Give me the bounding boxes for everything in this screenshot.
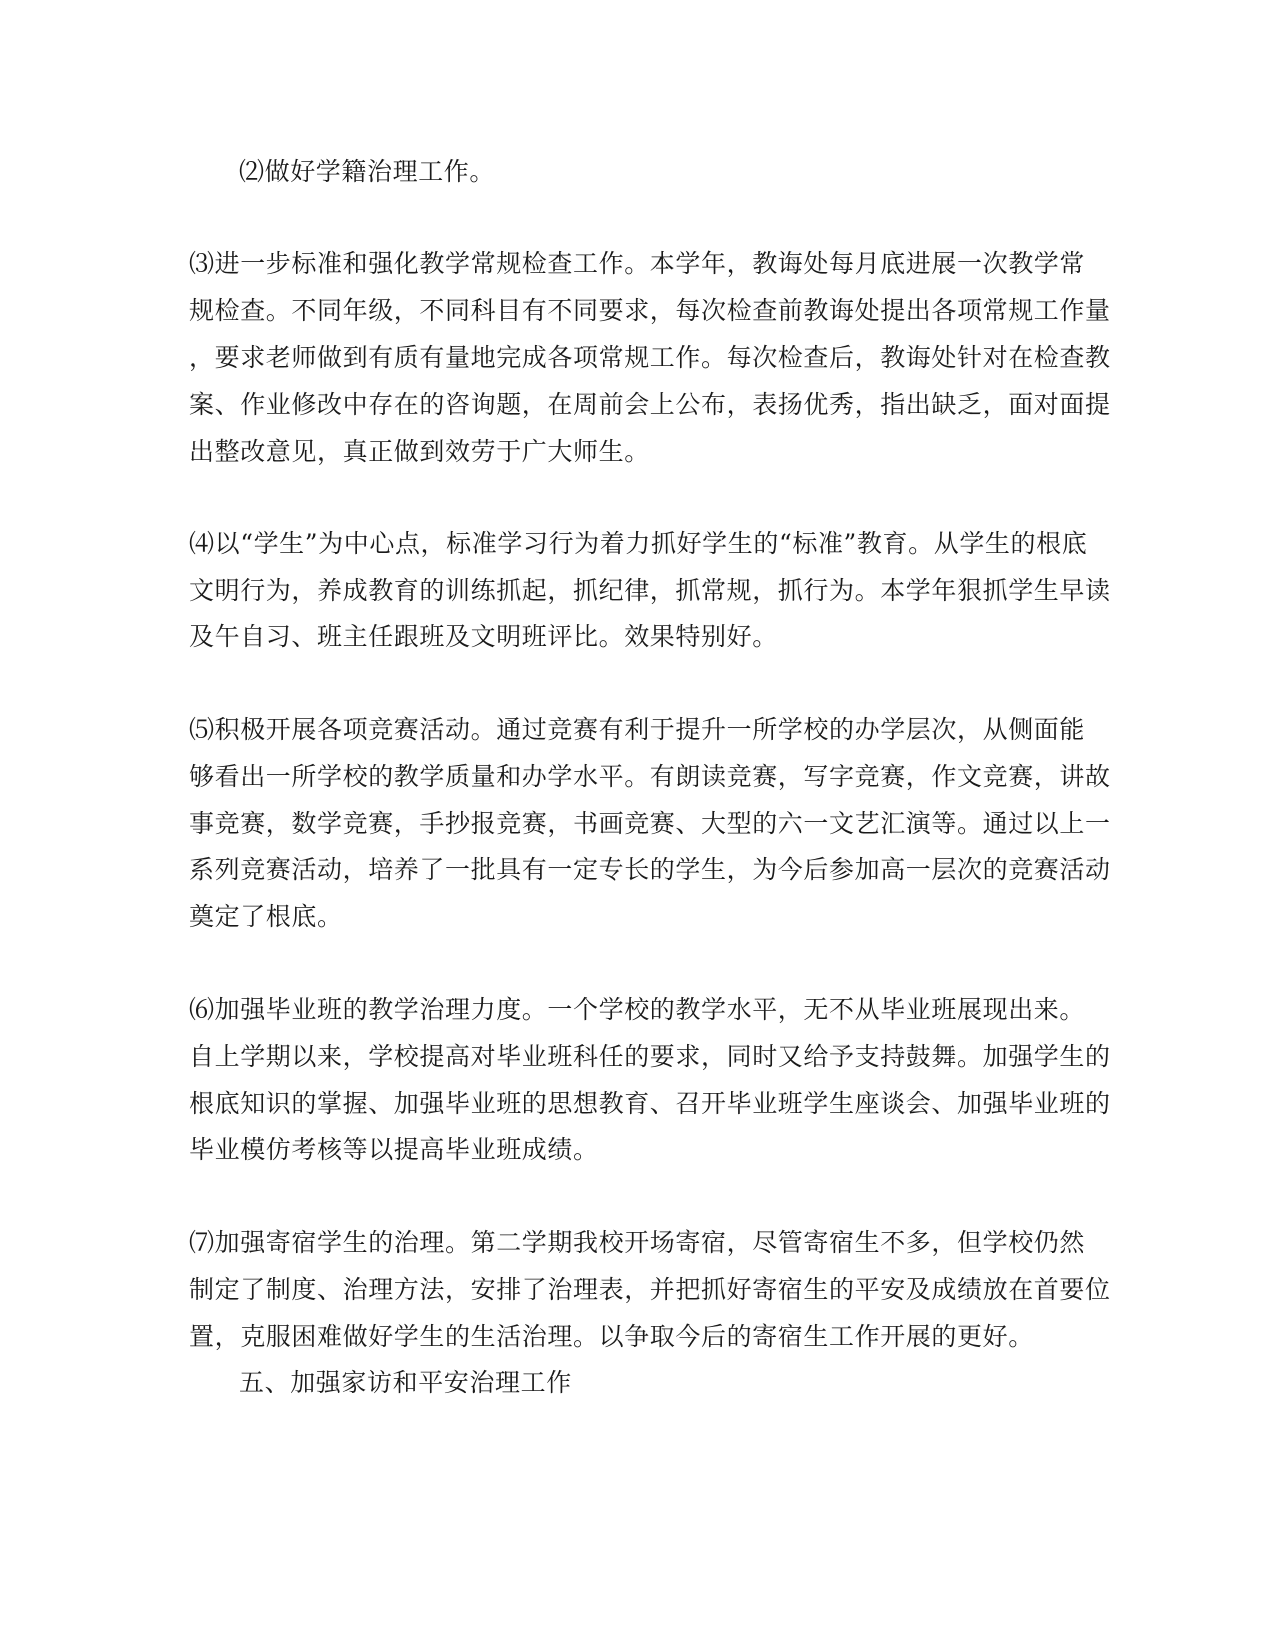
paragraph-5-line-2: 够看出一所学校的教学质量和办学水平。有朗读竞赛，写字竞赛，作文竞赛，讲故 bbox=[189, 762, 1111, 791]
paragraph-2-line-1: ⑵做好学籍治理工作。 bbox=[239, 157, 496, 186]
paragraph-5-line-1: ⑸积极开展各项竞赛活动。通过竞赛有利于提升一所学校的办学层次，从侧面能 bbox=[189, 715, 1086, 744]
paragraph-5-line-5: 奠定了根底。 bbox=[189, 902, 343, 931]
paragraph-4-line-3: 及午自习、班主任跟班及文明班评比。效果特别好。 bbox=[189, 622, 778, 651]
paragraph-6-line-3: 根底知识的掌握、加强毕业班的思想教育、召开毕业班学生座谈会、加强毕业班的 bbox=[189, 1089, 1111, 1118]
paragraph-4-line-1: ⑷以“学生”为中心点，标准学习行为着力抓好学生的“标准”教育。从学生的根底 bbox=[189, 529, 1088, 558]
paragraph-5-line-4: 系列竞赛活动，培养了一批具有一定专长的学生，为今后参加高一层次的竞赛活动 bbox=[189, 855, 1111, 884]
paragraph-3-line-4: 案、作业修改中存在的咨询题，在周前会上公布，表扬优秀，指出缺乏，面对面提 bbox=[189, 390, 1111, 419]
paragraph-6-line-2: 自上学期以来，学校提高对毕业班科任的要求，同时又给予支持鼓舞。加强学生的 bbox=[189, 1042, 1111, 1071]
paragraph-6-line-4: 毕业模仿考核等以提高毕业班成绩。 bbox=[189, 1135, 599, 1164]
paragraph-3-line-2: 规检查。不同年级，不同科目有不同要求，每次检查前教诲处提出各项常规工作量 bbox=[189, 296, 1111, 325]
section-heading-5: 五、加强家访和平安治理工作 bbox=[239, 1368, 572, 1397]
paragraph-3-line-1: ⑶进一步标准和强化教学常规检查工作。本学年，教诲处每月底进展一次教学常 bbox=[189, 249, 1086, 278]
paragraph-3-line-3: ，要求老师做到有质有量地完成各项常规工作。每次检查后，教诲处针对在检查教 bbox=[189, 343, 1111, 372]
paragraph-7-line-1: ⑺加强寄宿学生的治理。第二学期我校开场寄宿，尽管寄宿生不多，但学校仍然 bbox=[189, 1228, 1086, 1257]
paragraph-7-line-3: 置，克服困难做好学生的生活治理。以争取今后的寄宿生工作开展的更好。 bbox=[189, 1322, 1034, 1351]
paragraph-4-line-2: 文明行为，养成教育的训练抓起，抓纪律，抓常规，抓行为。本学年狠抓学生早读 bbox=[189, 576, 1111, 605]
paragraph-3-line-5: 出整改意见，真正做到效劳于广大师生。 bbox=[189, 437, 650, 466]
paragraph-7-line-2: 制定了制度、治理方法，安排了治理表，并把抓好寄宿生的平安及成绩放在首要位 bbox=[189, 1275, 1111, 1304]
paragraph-5-line-3: 事竞赛，数学竞赛，手抄报竞赛，书画竞赛、大型的六一文艺汇演等。通过以上一 bbox=[189, 809, 1111, 838]
paragraph-6-line-1: ⑹加强毕业班的教学治理力度。一个学校的教学水平，无不从毕业班展现出来。 bbox=[189, 995, 1086, 1024]
